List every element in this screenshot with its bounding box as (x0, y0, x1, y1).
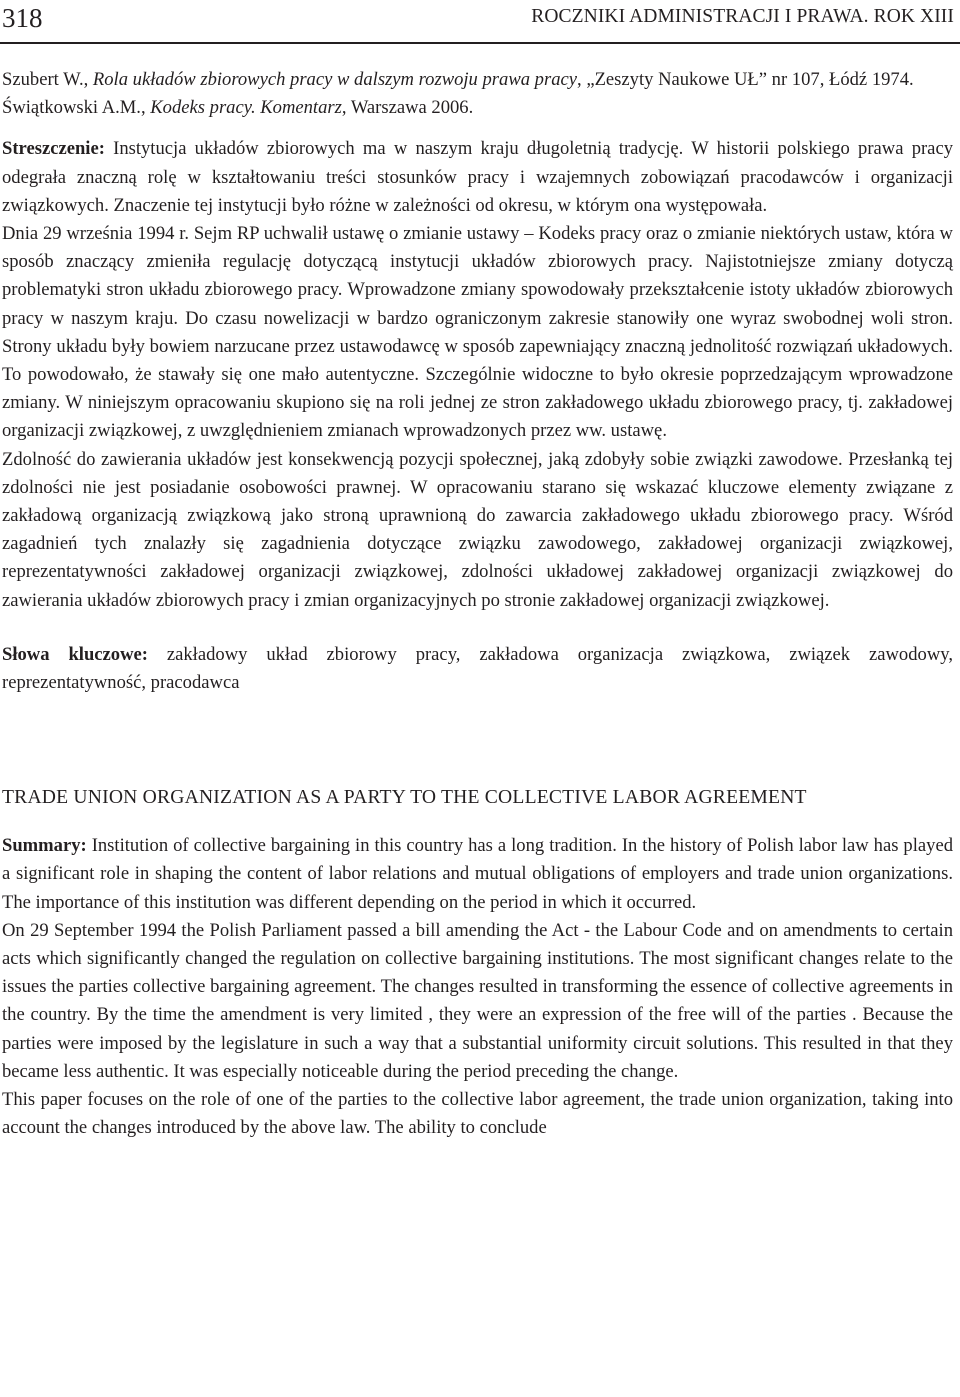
streszczenie-label: Streszczenie: (2, 138, 105, 160)
keywords-paragraph (2, 641, 953, 697)
page-number: 318 (2, 3, 43, 33)
streszczenie-text: Instytucja układów zbiorowych ma w naszym kraju długoletnią tradycję. W historii polskiego prawa pracy odegrała znaczną rolę w kształtowaniu treści stosunków pracy i wzajemnych zobowiązań pracodawców i organizacji związkowych. Znaczenie tej instytucji było różne w zależności od okresu, w którym ona występowała. (2, 138, 953, 216)
page-content (2, 66, 953, 1143)
summary-paragraph: This paper focuses on the role of one of the parties to the collective labor agreement, the trade union organization, taking into account the changes introduced by the above law. The ability to conclude (2, 1089, 953, 1139)
reference-author: Świątkowski A.M., (2, 97, 151, 119)
reference-details: , „Zeszyty Naukowe UŁ” nr 107, Łódź 1974. (577, 69, 914, 90)
streszczenie-paragraph (2, 135, 953, 220)
page-header (0, 0, 960, 44)
summary-text: Institution of collective bargaining in this country has a long tradition. In the history of Polish labor law has played a significant role in shaping the content of labor relations and mutual obligations of employers and trade union organizations. The importance of this institution was different depending on the period in which it occurred. (2, 835, 953, 913)
reference-title: Kodeks pracy. Komentarz (150, 97, 342, 119)
reference-entry (2, 66, 953, 94)
summary-label: Summary: (2, 835, 87, 857)
keywords-text: zakładowy układ zbiorowy pracy, zakładowa organizacja związkowa, związek zawodowy, reprezentatywność, pracodawca (2, 643, 953, 694)
running-title: ROCZNIKI ADMINISTRACJI I PRAWA. ROK XIII (531, 6, 954, 27)
keywords-label: Słowa kluczowe: (2, 643, 148, 665)
streszczenie-paragraph: Zdolność do zawierania układów jest konsekwencją pozycji społecznej, jaką zdobyły sobie związki zawodowe. Przesłanką tej zdolności nie jest posiadanie osobowości prawnej. W opracowaniu starano się wskazać kluczowe elementy związane z zakładową organizacją związkową jako stroną uprawnioną do zawarcia zakładowego układu zbiorowego pracy. Wśród zagadnień tych znalazły się zagadnienia dotyczące związku zawodowego, zakładowej organizacji związkowej, reprezentatywności zakładowej organizacji związkowej, zdolności układowej zakładowej organizacji związkowej do zawierania układów zbiorowych pracy i zmian organizacyjnych po stronie zakładowej organizacji związkowej. (2, 448, 953, 611)
reference-details: , Warszawa 2006. (341, 97, 474, 119)
streszczenie-paragraph: Dnia 29 września 1994 r. Sejm RP uchwalił ustawę o zmianie ustawy – Kodeks pracy oraz o zmianie niektórych ustaw, która w sposób znaczący zmieniła regulację dotyczącą instytucji układów zbiorowych pracy. Najistotniejsze zmiany dotyczą problematyki stron układu zbiorowego pracy. Wprowadzone zmiany spowodowały przekształcenie istoty układów zbiorowych pracy w naszym kraju. Do czasu nowelizacji w bardzo ograniczonym zakresie stanowiły one wyraz swobodnej woli stron. Strony układu były bowiem narzucane przez ustawodawcę w sposób zapewniający znaczną jednolitość rozwiązań układowych. To powodowało, że stawały się one mało autentyczne. Szczególnie widoczne to było okresie poprzedzającym wprowadzone zmiany. W niniejszym opracowaniu skupiono się na roli jednej ze stron zakładowego układu zbiorowego pracy, tj. zakładowej organizacji związkowej, z uwzględnieniem zmianach wprowadzonych przez ww. ustawę. (2, 223, 953, 442)
english-title: TRADE UNION ORGANIZATION AS A PARTY TO THE COLLECTIVE LABOR AGREEMENT (2, 787, 807, 809)
reference-title: Rola układów zbiorowych pracy w dalszym rozwoju prawa pracy (92, 69, 578, 90)
summary-paragraph: On 29 September 1994 the Polish Parliament passed a bill amending the Act - the Labour Code and on amendments to certain acts which significantly changed the regulation on collective bargaining institutions. The most significant changes relate to the issues the parties collective bargaining agreement. The changes resulted in transforming the essence of collective agreements in the country. By the time the amendment is very limited , they were an expression of the free will of the parties . Because the parties were imposed by the legislature in such a way that a substantial uniformity circuit solutions. This resulted in that they became less authentic. It was especially noticeable during the period preceding the change. (2, 919, 953, 1082)
reference-author: Szubert W., (2, 69, 93, 90)
reference-entry (2, 94, 953, 122)
summary-paragraph (2, 832, 953, 917)
